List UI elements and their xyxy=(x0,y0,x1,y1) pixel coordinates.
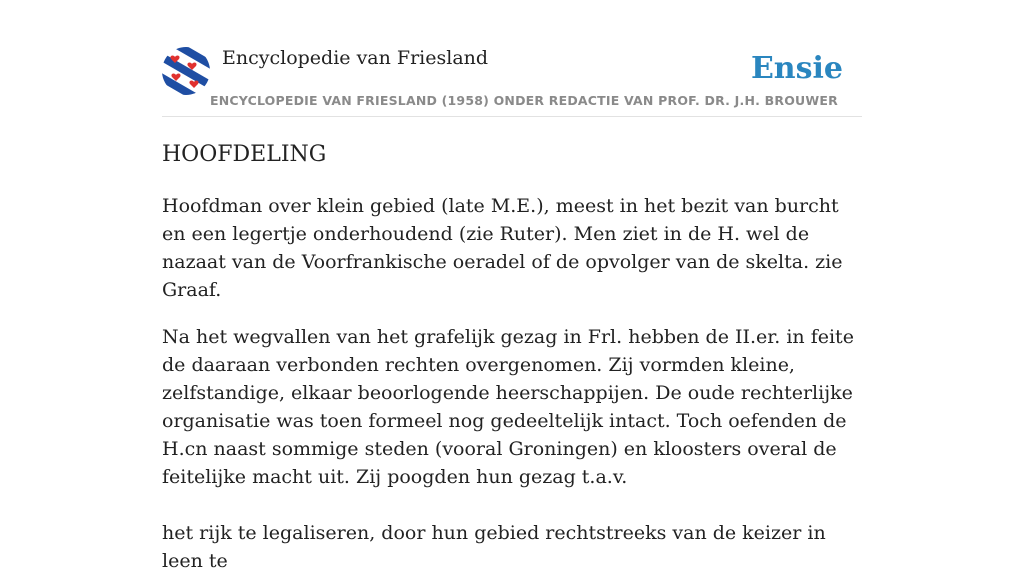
ensie-logo-link[interactable]: Ensie xyxy=(750,51,843,86)
article-paragraph-2: Na het wegvallen van het grafelijk gezag in Frl. hebben de II.er. in feite de daaraan verbonden rechten overgenomen. Zij vormden kleine, zelfstandige, elkaar beoorlogende heerschappijen. De oude rechterlijke organisatie was toen formeel nog gedeeltelijk intact. Toch oefenden de H.cn naast sommige steden (vooral Groningen) en kloosters overal de feitelijke macht uit. Zij poogden hun gezag t.a.v. xyxy=(162,326,854,488)
encyclopedia-subtitle: ENCYCLOPEDIE VAN FRIESLAND (1958) ONDER REDACTIE VAN PROF. DR. J.H. BROUWER xyxy=(210,93,838,108)
article-paragraph-3: het rijk te legaliseren, door hun gebied rechtstreeks van de keizer in leen te xyxy=(162,522,826,572)
article-body xyxy=(162,140,862,575)
article-headword: HOOFDELING xyxy=(162,142,327,167)
frisian-flag-icon[interactable] xyxy=(162,47,210,95)
site-title[interactable]: Encyclopedie van Friesland xyxy=(222,47,489,69)
site-header xyxy=(162,40,862,117)
article-paragraph-1: Hoofdman over klein gebied (late M.E.), meest in het bezit van burcht en een legertje onderhoudend (zie Ruter). Men ziet in de H. wel de nazaat van de Voorfrankische oeradel of de opvolger van de skelta. zie Graaf. xyxy=(162,195,843,301)
